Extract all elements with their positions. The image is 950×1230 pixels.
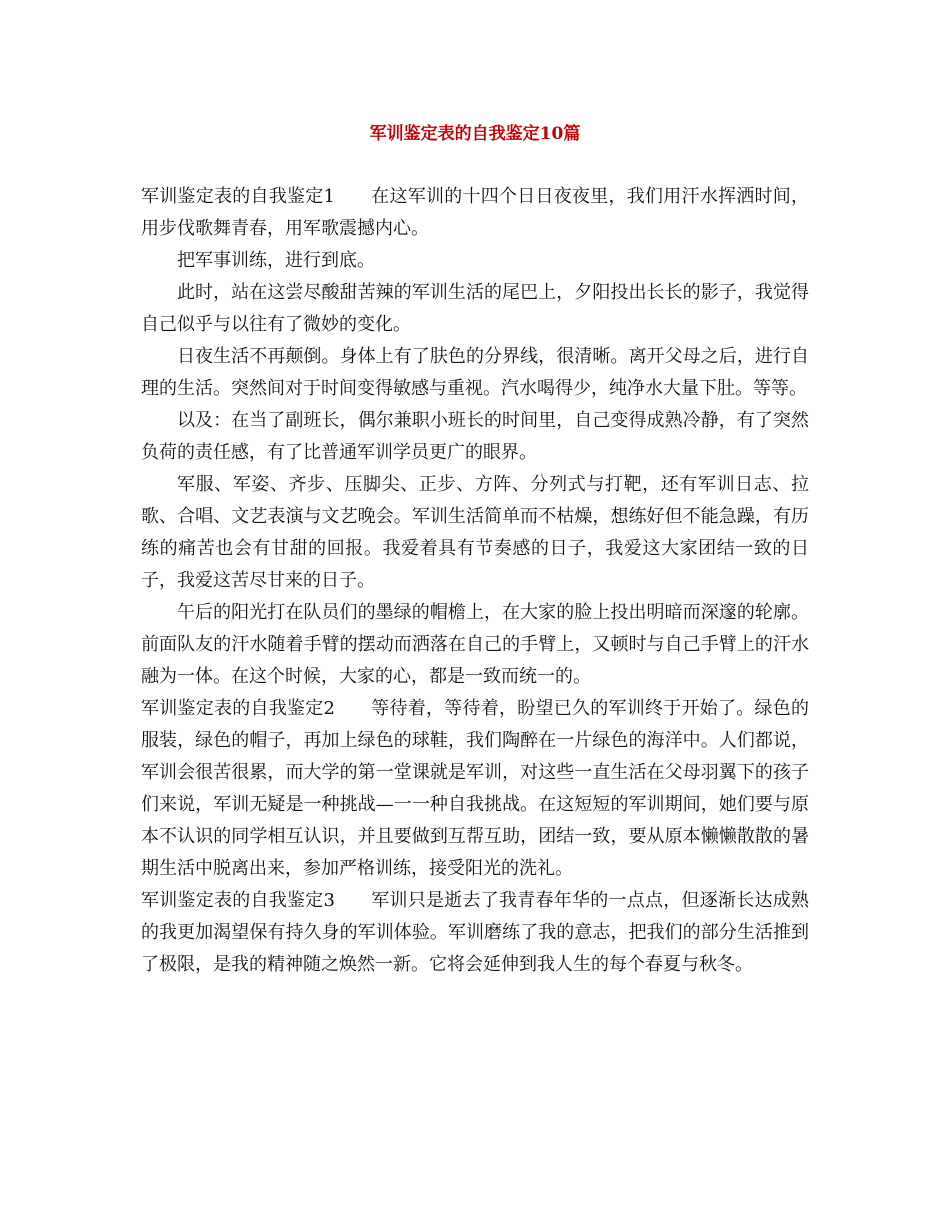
paragraph-text: 军训只是逝去了我青春年华的一点点，但逐渐长达成熟的我更加渴望保有持久身的军训体验。军训磨练了我的意志，把我们的部分生活推到了极限，是我的精神随之焕然一新。它将会延伸到我人生的每个春夏与秋冬。 — [141, 890, 809, 975]
paragraph: 军服、军姿、齐步、压脚尖、正步、方阵、分列式与打靶，还有军训日志、拉歌、合唱、文艺表演与文艺晚会。军训生活简单而不枯燥，想练好但不能急躁，有历练的痛苦也会有甘甜的回报。我爱着具有节奏感的日子，我爱这大家团结一致的日子，我爱这苦尽甘来的日子。 — [141, 474, 809, 591]
paragraph: 把军事训练，进行到底。 — [177, 250, 375, 271]
paragraph-text: 在这军训的十四个日日夜夜里，我们用汗水挥洒时间，用步伐歌舞青春，用军歌震撼内心。 — [141, 186, 809, 239]
paragraph: 日夜生活不再颠倒。身体上有了肤色的分界线，很清晰。离开父母之后，进行自理的生活。突然间对于时间变得敏感与重视。汽水喝得少，纯净水大量下肚。等等。 — [141, 346, 809, 399]
paragraph-section-3 — [141, 885, 809, 981]
paragraph: 以及：在当了副班长，偶尔兼职小班长的时间里，自己变得成熟冷静，有了突然负荷的责任感，有了比普通军训学员更广的眼界。 — [141, 410, 809, 463]
paragraph: 此时，站在这尝尽酸甜苦辣的军训生活的尾巴上，夕阳投出长长的影子，我觉得自己似乎与以往有了微妙的变化。 — [141, 282, 809, 335]
section-heading: 军训鉴定表的自我鉴定3 — [141, 890, 335, 911]
section-heading: 军训鉴定表的自我鉴定1 — [141, 186, 335, 207]
section-heading: 军训鉴定表的自我鉴定2 — [141, 698, 335, 719]
paragraph-section-1 — [141, 181, 809, 245]
paragraph: 午后的阳光打在队员们的墨绿的帽檐上，在大家的脸上投出明暗而深邃的轮廓。前面队友的汗水随着手臂的摆动而洒落在自己的手臂上，又顿时与自己手臂上的汗水融为一体。在这个时候，大家的心，都是一致而统一的。 — [141, 602, 809, 687]
paragraph-text: 等待着，等待着，盼望已久的军训终于开始了。绿色的服装，绿色的帽子，再加上绿色的球鞋，我们陶醉在一片绿色的海洋中。人们都说，军训会很苦很累，而大学的第一堂课就是军训，对这些一直生活在父母羽翼下的孩子们来说，军训无疑是一种挑战—一一种自我挑战。在这短短的军训期间，她们要与原本不认识的同学相互认识，并且要做到互帮互助，团结一致，要从原本懒懒散散的暑期生活中脱离出来，参加严格训练，接受阳光的洗礼。 — [141, 698, 809, 879]
document-body — [141, 181, 809, 981]
document-title: 军训鉴定表的自我鉴定10篇 — [369, 124, 581, 144]
paragraph-section-2 — [141, 693, 809, 885]
